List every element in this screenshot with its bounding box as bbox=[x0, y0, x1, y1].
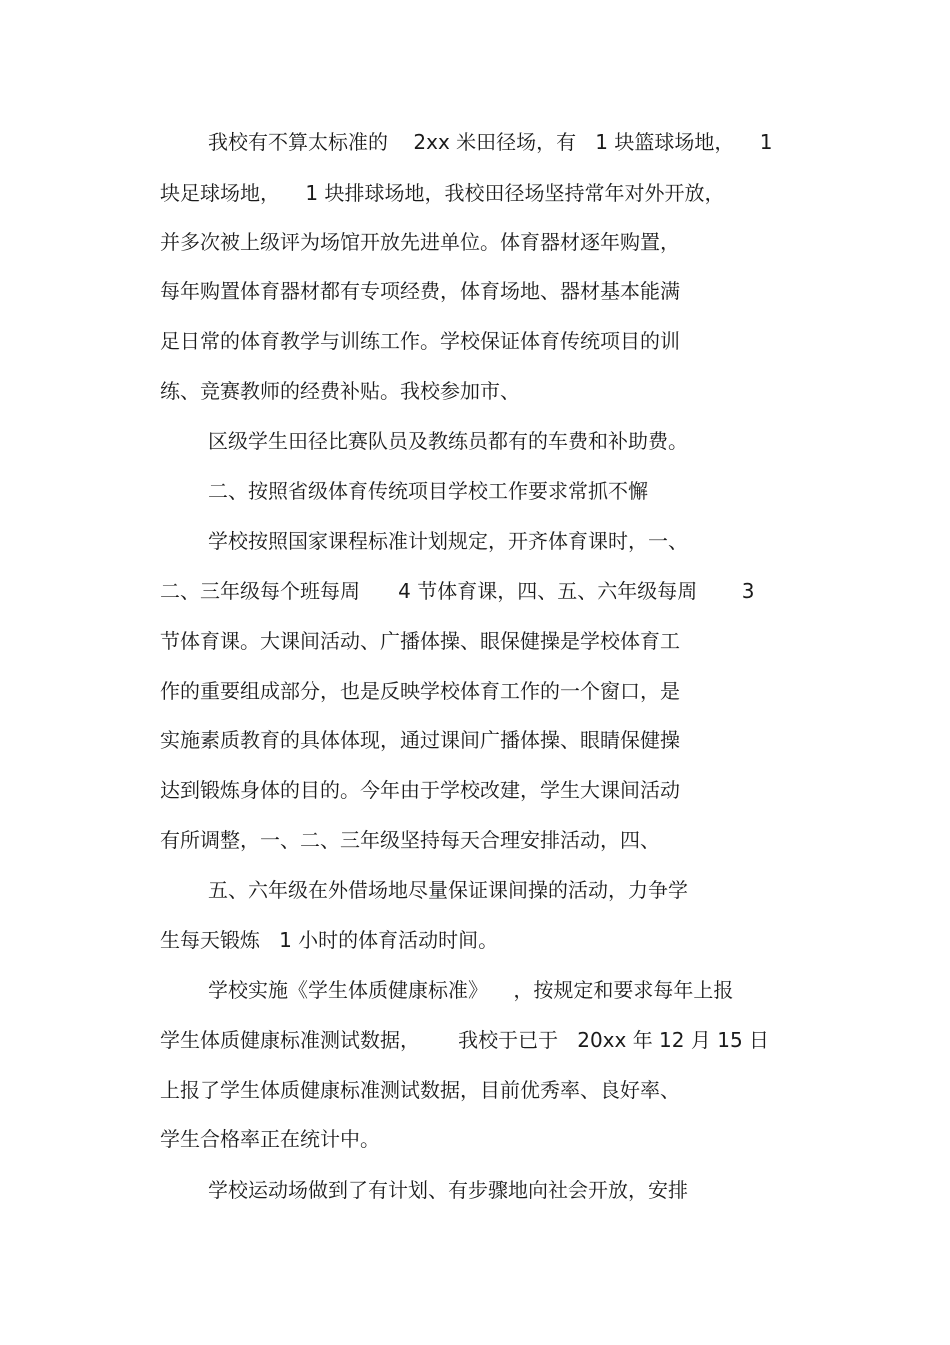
text-line: 我校有不算太标准的 2xx 米田径场，有 1 块篮球场地， 1 bbox=[208, 130, 773, 154]
text-line: 节体育课。大课间活动、广播体操、眼保健操是学校体育工 bbox=[160, 629, 680, 653]
text-line: 实施素质教育的具体体现，通过课间广播体操、眼睛保健操 bbox=[160, 728, 680, 752]
text-line: 块足球场地， 1 块排球场地，我校田径场坚持常年对外开放， bbox=[160, 181, 725, 205]
text-line: 足日常的体育教学与训练工作。学校保证体育传统项目的训 bbox=[160, 329, 680, 353]
text-line: 学生体质健康标准测试数据， 我校于已于 20xx 年 12 月 15 日 bbox=[160, 1028, 770, 1052]
text-line: 学校运动场做到了有计划、有步骤地向社会开放，安排 bbox=[208, 1178, 688, 1202]
text-line: 达到锻炼身体的目的。今年由于学校改建，学生大课间活动 bbox=[160, 778, 680, 802]
section-heading: 二、按照省级体育传统项目学校工作要求常抓不懈 bbox=[208, 479, 648, 503]
text-line: 学生合格率正在统计中。 bbox=[160, 1127, 380, 1151]
text-line: 练、竞赛教师的经费补贴。我校参加市、 bbox=[160, 379, 520, 403]
text-line: 学校按照国家课程标准计划规定，开齐体育课时，一、 bbox=[208, 529, 688, 553]
text-line: 每年购置体育器材都有专项经费，体育场地、器材基本能满 bbox=[160, 279, 680, 303]
text-line: 区级学生田径比赛队员及教练员都有的车费和补助费。 bbox=[208, 429, 688, 453]
text-line: 作的重要组成部分，也是反映学校体育工作的一个窗口，是 bbox=[160, 679, 680, 703]
text-line: 上报了学生体质健康标准测试数据，目前优秀率、良好率、 bbox=[160, 1078, 680, 1102]
text-line: 并多次被上级评为场馆开放先进单位。体育器材逐年购置， bbox=[160, 230, 680, 254]
text-line: 生每天锻炼 1 小时的体育活动时间。 bbox=[160, 928, 499, 952]
text-line: 学校实施《学生体质健康标准》 ，按规定和要求每年上报 bbox=[208, 978, 734, 1002]
text-line: 有所调整，一、二、三年级坚持每天合理安排活动，四、 bbox=[160, 828, 660, 852]
text-line: 五、六年级在外借场地尽量保证课间操的活动，力争学 bbox=[208, 878, 688, 902]
text-line: 二、三年级每个班每周 4 节体育课，四、五、六年级每周 3 bbox=[160, 579, 755, 603]
